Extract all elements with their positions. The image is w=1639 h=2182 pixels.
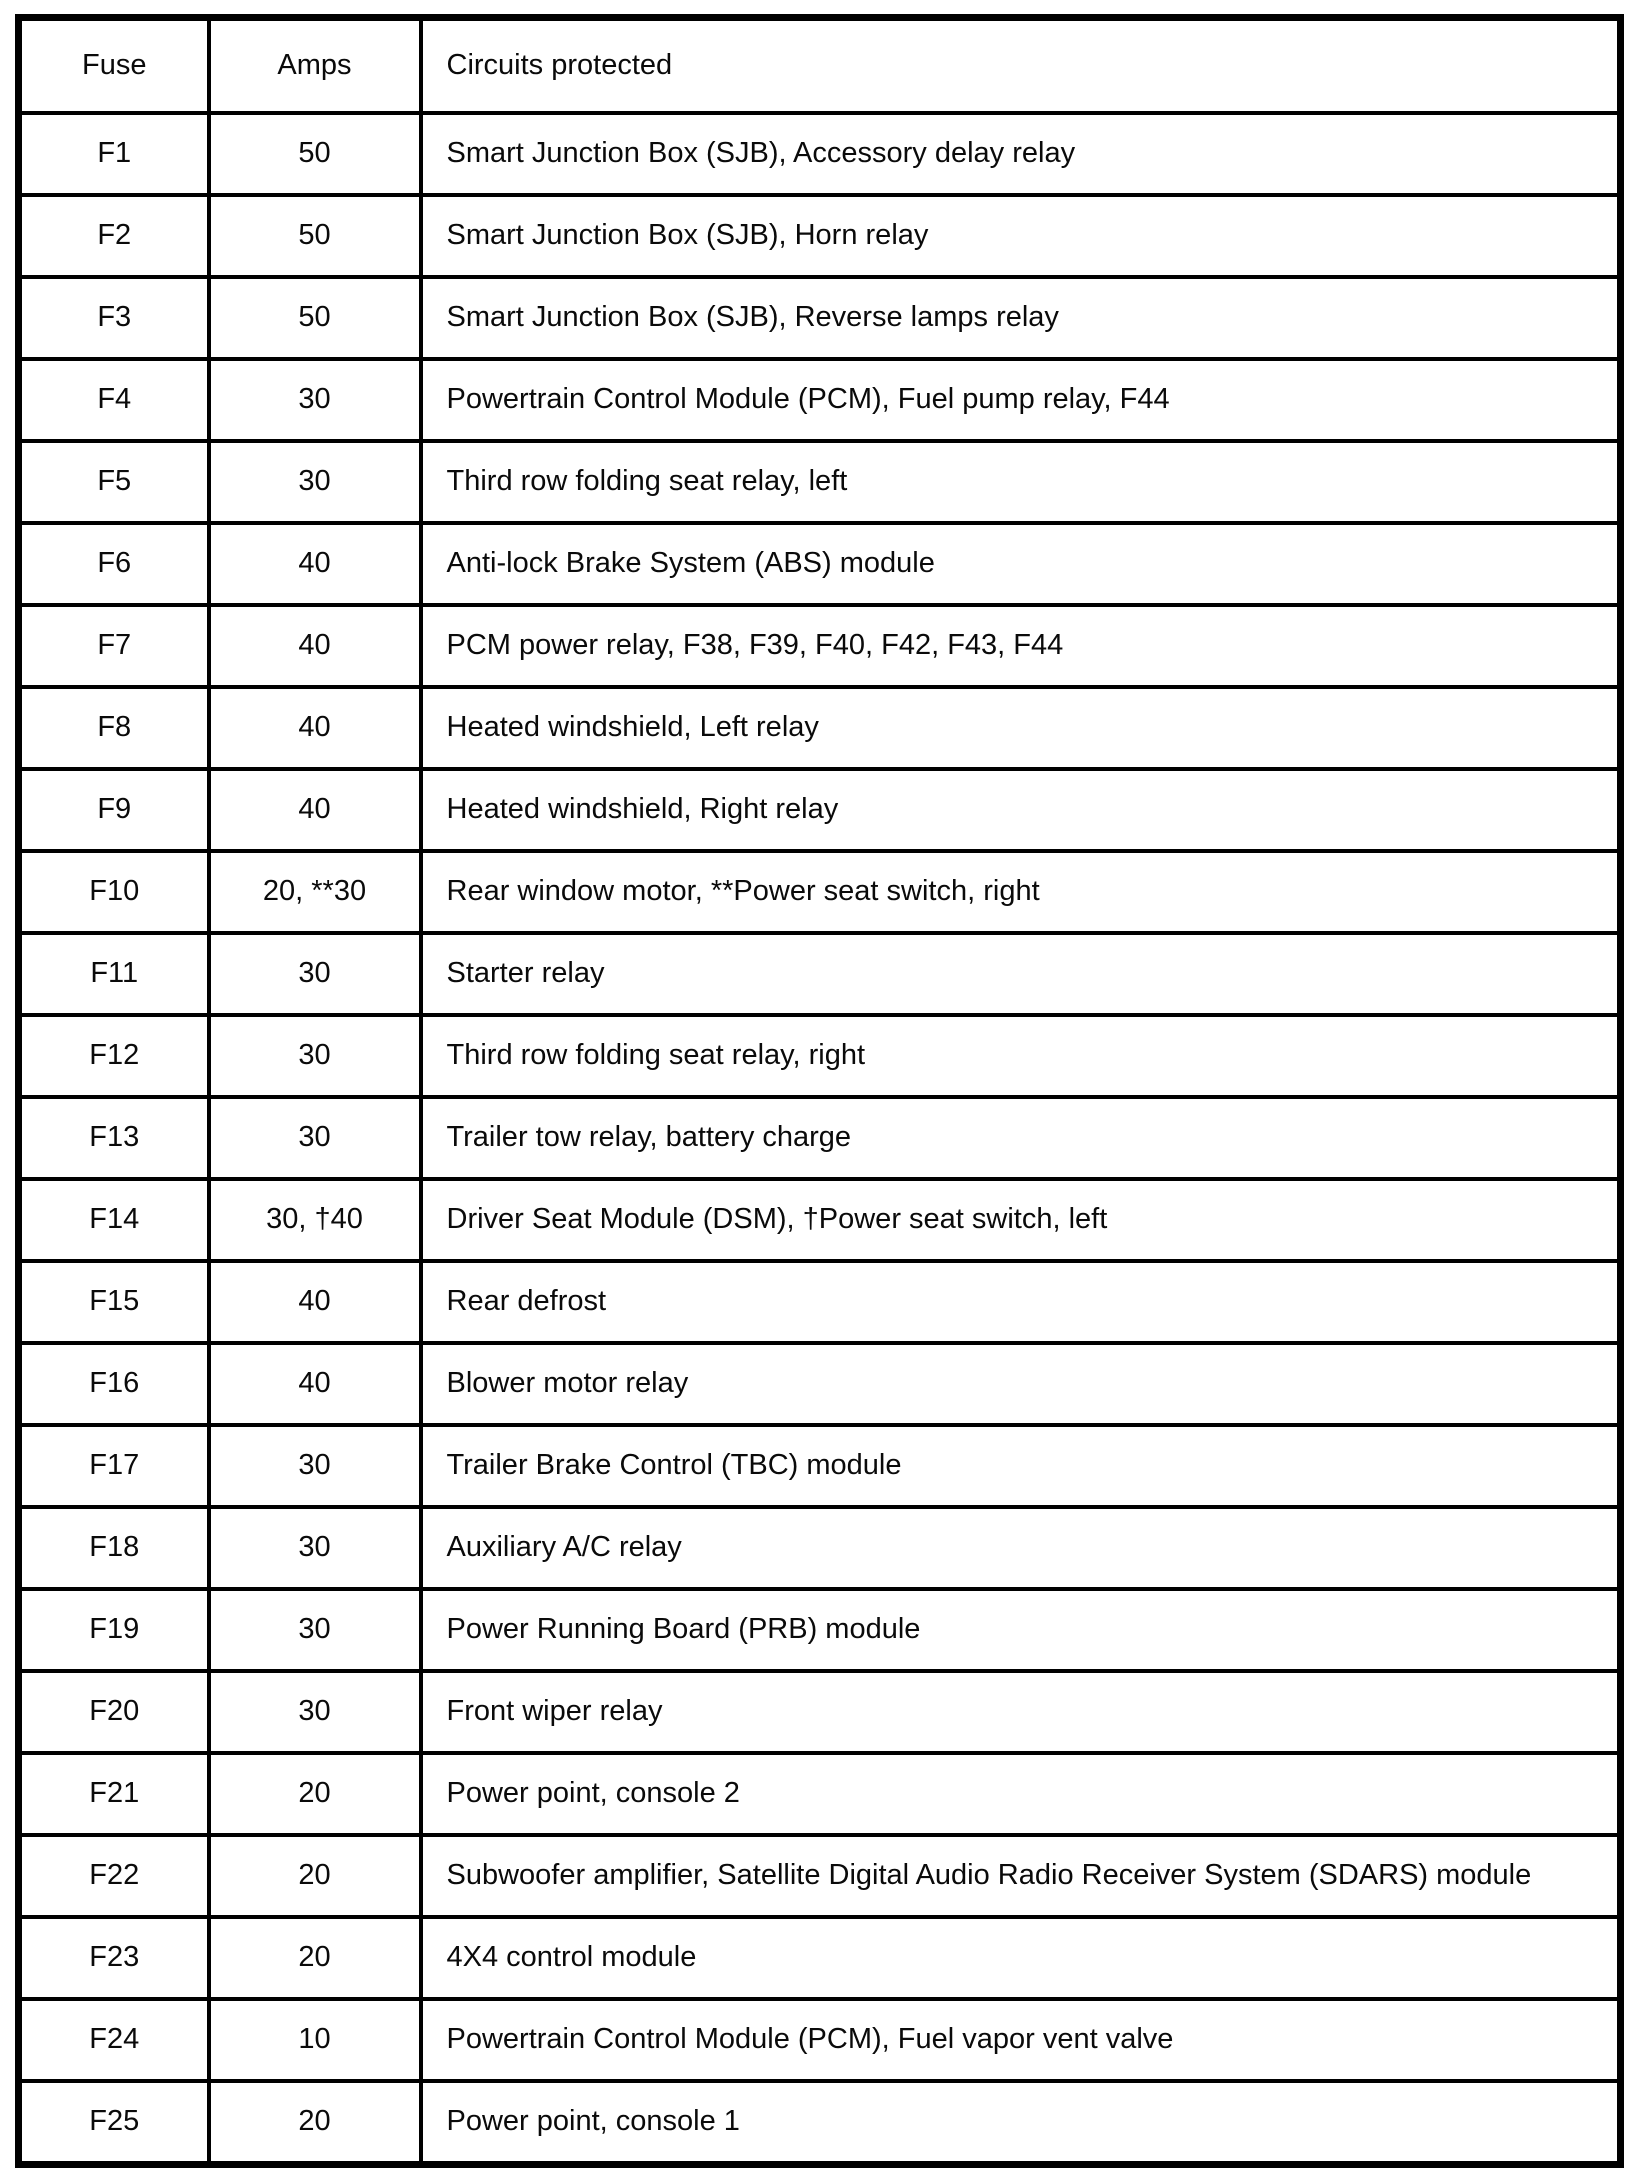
circuits-cell: Powertrain Control Module (PCM), Fuel pump relay, F44 [421,359,1621,441]
fuse-cell: F11 [19,933,209,1015]
table-row [19,605,1621,687]
fuse-cell: F5 [19,441,209,523]
table-row [19,1917,1621,1999]
table-row [19,1589,1621,1671]
amps-cell: 40 [209,769,421,851]
amps-cell: 20 [209,1835,421,1917]
header-circuits: Circuits protected [421,18,1621,114]
amps-cell: 50 [209,113,421,195]
fuse-cell: F7 [19,605,209,687]
fuse-cell: F23 [19,1917,209,1999]
amps-cell: 30 [209,1589,421,1671]
table-row [19,1261,1621,1343]
table-row [19,1835,1621,1917]
table-row [19,1343,1621,1425]
circuits-cell: Smart Junction Box (SJB), Accessory delay relay [421,113,1621,195]
amps-cell: 40 [209,687,421,769]
amps-cell: 30, †40 [209,1179,421,1261]
fuse-cell: F14 [19,1179,209,1261]
fuse-cell: F6 [19,523,209,605]
circuits-cell: Heated windshield, Right relay [421,769,1621,851]
amps-cell: 30 [209,1671,421,1753]
fuse-cell: F1 [19,113,209,195]
circuits-cell: 4X4 control module [421,1917,1621,1999]
circuits-cell: Anti-lock Brake System (ABS) module [421,523,1621,605]
fuse-cell: F16 [19,1343,209,1425]
fuse-cell: F19 [19,1589,209,1671]
amps-cell: 40 [209,523,421,605]
amps-cell: 50 [209,195,421,277]
amps-cell: 30 [209,933,421,1015]
fuse-table-header [19,18,1621,114]
fuse-cell: F20 [19,1671,209,1753]
table-row [19,1671,1621,1753]
table-row [19,1097,1621,1179]
amps-cell: 40 [209,605,421,687]
amps-cell: 30 [209,1097,421,1179]
header-amps: Amps [209,18,421,114]
fuse-cell: F4 [19,359,209,441]
circuits-cell: Starter relay [421,933,1621,1015]
circuits-cell: Heated windshield, Left relay [421,687,1621,769]
table-row [19,851,1621,933]
table-row [19,933,1621,1015]
table-row [19,769,1621,851]
circuits-cell: Third row folding seat relay, right [421,1015,1621,1097]
fuse-cell: F18 [19,1507,209,1589]
table-row [19,441,1621,523]
table-row [19,113,1621,195]
circuits-cell: Trailer tow relay, battery charge [421,1097,1621,1179]
amps-cell: 20 [209,1753,421,1835]
table-row [19,1507,1621,1589]
table-row [19,523,1621,605]
amps-cell: 30 [209,1015,421,1097]
circuits-cell: Rear defrost [421,1261,1621,1343]
amps-cell: 20 [209,2081,421,2165]
fuse-cell: F9 [19,769,209,851]
header-fuse: Fuse [19,18,209,114]
circuits-cell: Front wiper relay [421,1671,1621,1753]
amps-cell: 50 [209,277,421,359]
fuse-cell: F22 [19,1835,209,1917]
table-row [19,359,1621,441]
amps-cell: 40 [209,1343,421,1425]
amps-cell: 30 [209,1425,421,1507]
table-row [19,2081,1621,2165]
table-row [19,1179,1621,1261]
amps-cell: 20 [209,1917,421,1999]
fuse-cell: F2 [19,195,209,277]
amps-cell: 30 [209,1507,421,1589]
amps-cell: 20, **30 [209,851,421,933]
circuits-cell: Smart Junction Box (SJB), Reverse lamps relay [421,277,1621,359]
amps-cell: 30 [209,359,421,441]
circuits-cell: Powertrain Control Module (PCM), Fuel vapor vent valve [421,1999,1621,2081]
circuits-cell: Power Running Board (PRB) module [421,1589,1621,1671]
circuits-cell: PCM power relay, F38, F39, F40, F42, F43, F44 [421,605,1621,687]
fuse-table-body [19,113,1621,2165]
fuse-cell: F15 [19,1261,209,1343]
circuits-cell: Third row folding seat relay, left [421,441,1621,523]
fuse-cell: F8 [19,687,209,769]
amps-cell: 30 [209,441,421,523]
circuits-cell: Power point, console 1 [421,2081,1621,2165]
circuits-cell: Rear window motor, **Power seat switch, right [421,851,1621,933]
fuse-cell: F10 [19,851,209,933]
fuse-cell: F3 [19,277,209,359]
table-row [19,1015,1621,1097]
circuits-cell: Blower motor relay [421,1343,1621,1425]
circuits-cell: Auxiliary A/C relay [421,1507,1621,1589]
fuse-cell: F24 [19,1999,209,2081]
amps-cell: 10 [209,1999,421,2081]
amps-cell: 40 [209,1261,421,1343]
fuse-table [15,14,1624,2168]
header-row [19,18,1621,114]
circuits-cell: Smart Junction Box (SJB), Horn relay [421,195,1621,277]
fuse-cell: F12 [19,1015,209,1097]
fuse-cell: F13 [19,1097,209,1179]
table-row [19,1999,1621,2081]
circuits-cell: Trailer Brake Control (TBC) module [421,1425,1621,1507]
fuse-cell: F21 [19,1753,209,1835]
fuse-cell: F25 [19,2081,209,2165]
circuits-cell: Subwoofer amplifier, Satellite Digital Audio Radio Receiver System (SDARS) module [421,1835,1621,1917]
table-row [19,1753,1621,1835]
table-row [19,687,1621,769]
table-row [19,1425,1621,1507]
circuits-cell: Driver Seat Module (DSM), †Power seat switch, left [421,1179,1621,1261]
table-row [19,277,1621,359]
circuits-cell: Power point, console 2 [421,1753,1621,1835]
fuse-cell: F17 [19,1425,209,1507]
table-row [19,195,1621,277]
